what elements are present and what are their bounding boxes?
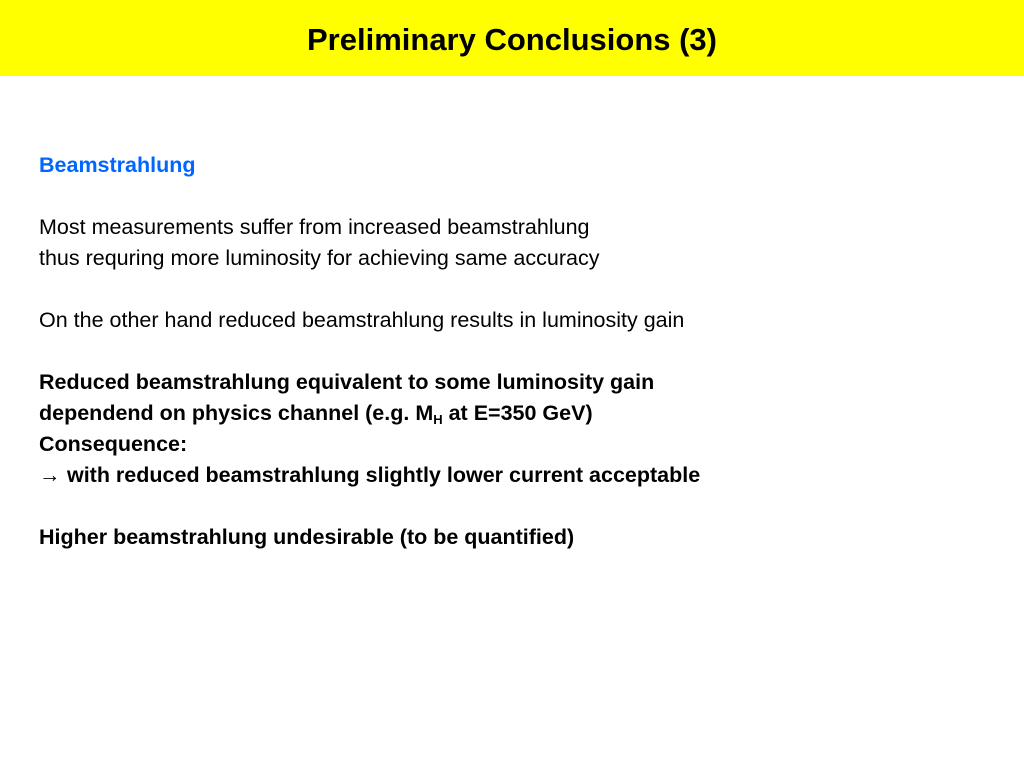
spacer [39,491,989,522]
text-fragment: with reduced beamstrahlung slightly lower current acceptable [61,463,701,487]
bold-line: Higher beamstrahlung undesirable (to be quantified) [39,525,575,549]
spacer [39,181,989,212]
subscript: H [433,412,443,427]
bold-line: Reduced beamstrahlung equivalent to some luminosity gain [39,370,655,394]
text-line: Most measurements suffer from increased beamstrahlung [39,215,590,239]
slide-content [39,150,989,553]
bold-line: Consequence: [39,432,188,456]
text-line: thus requring more luminosity for achieving same accuracy [39,246,600,270]
bold-line-with-subscript [39,398,989,429]
right-arrow-icon: → [39,463,61,487]
spacer [39,274,989,305]
section-heading: Beamstrahlung [39,153,196,177]
text-fragment: dependend on physics channel (e.g. M [39,401,434,425]
bold-line-with-arrow [39,460,989,491]
title-bar [0,0,1024,76]
text-line: On the other hand reduced beamstrahlung results in luminosity gain [39,308,685,332]
slide-title: Preliminary Conclusions (3) [307,21,717,57]
spacer [39,336,989,367]
text-fragment: at E=350 GeV) [442,401,593,425]
